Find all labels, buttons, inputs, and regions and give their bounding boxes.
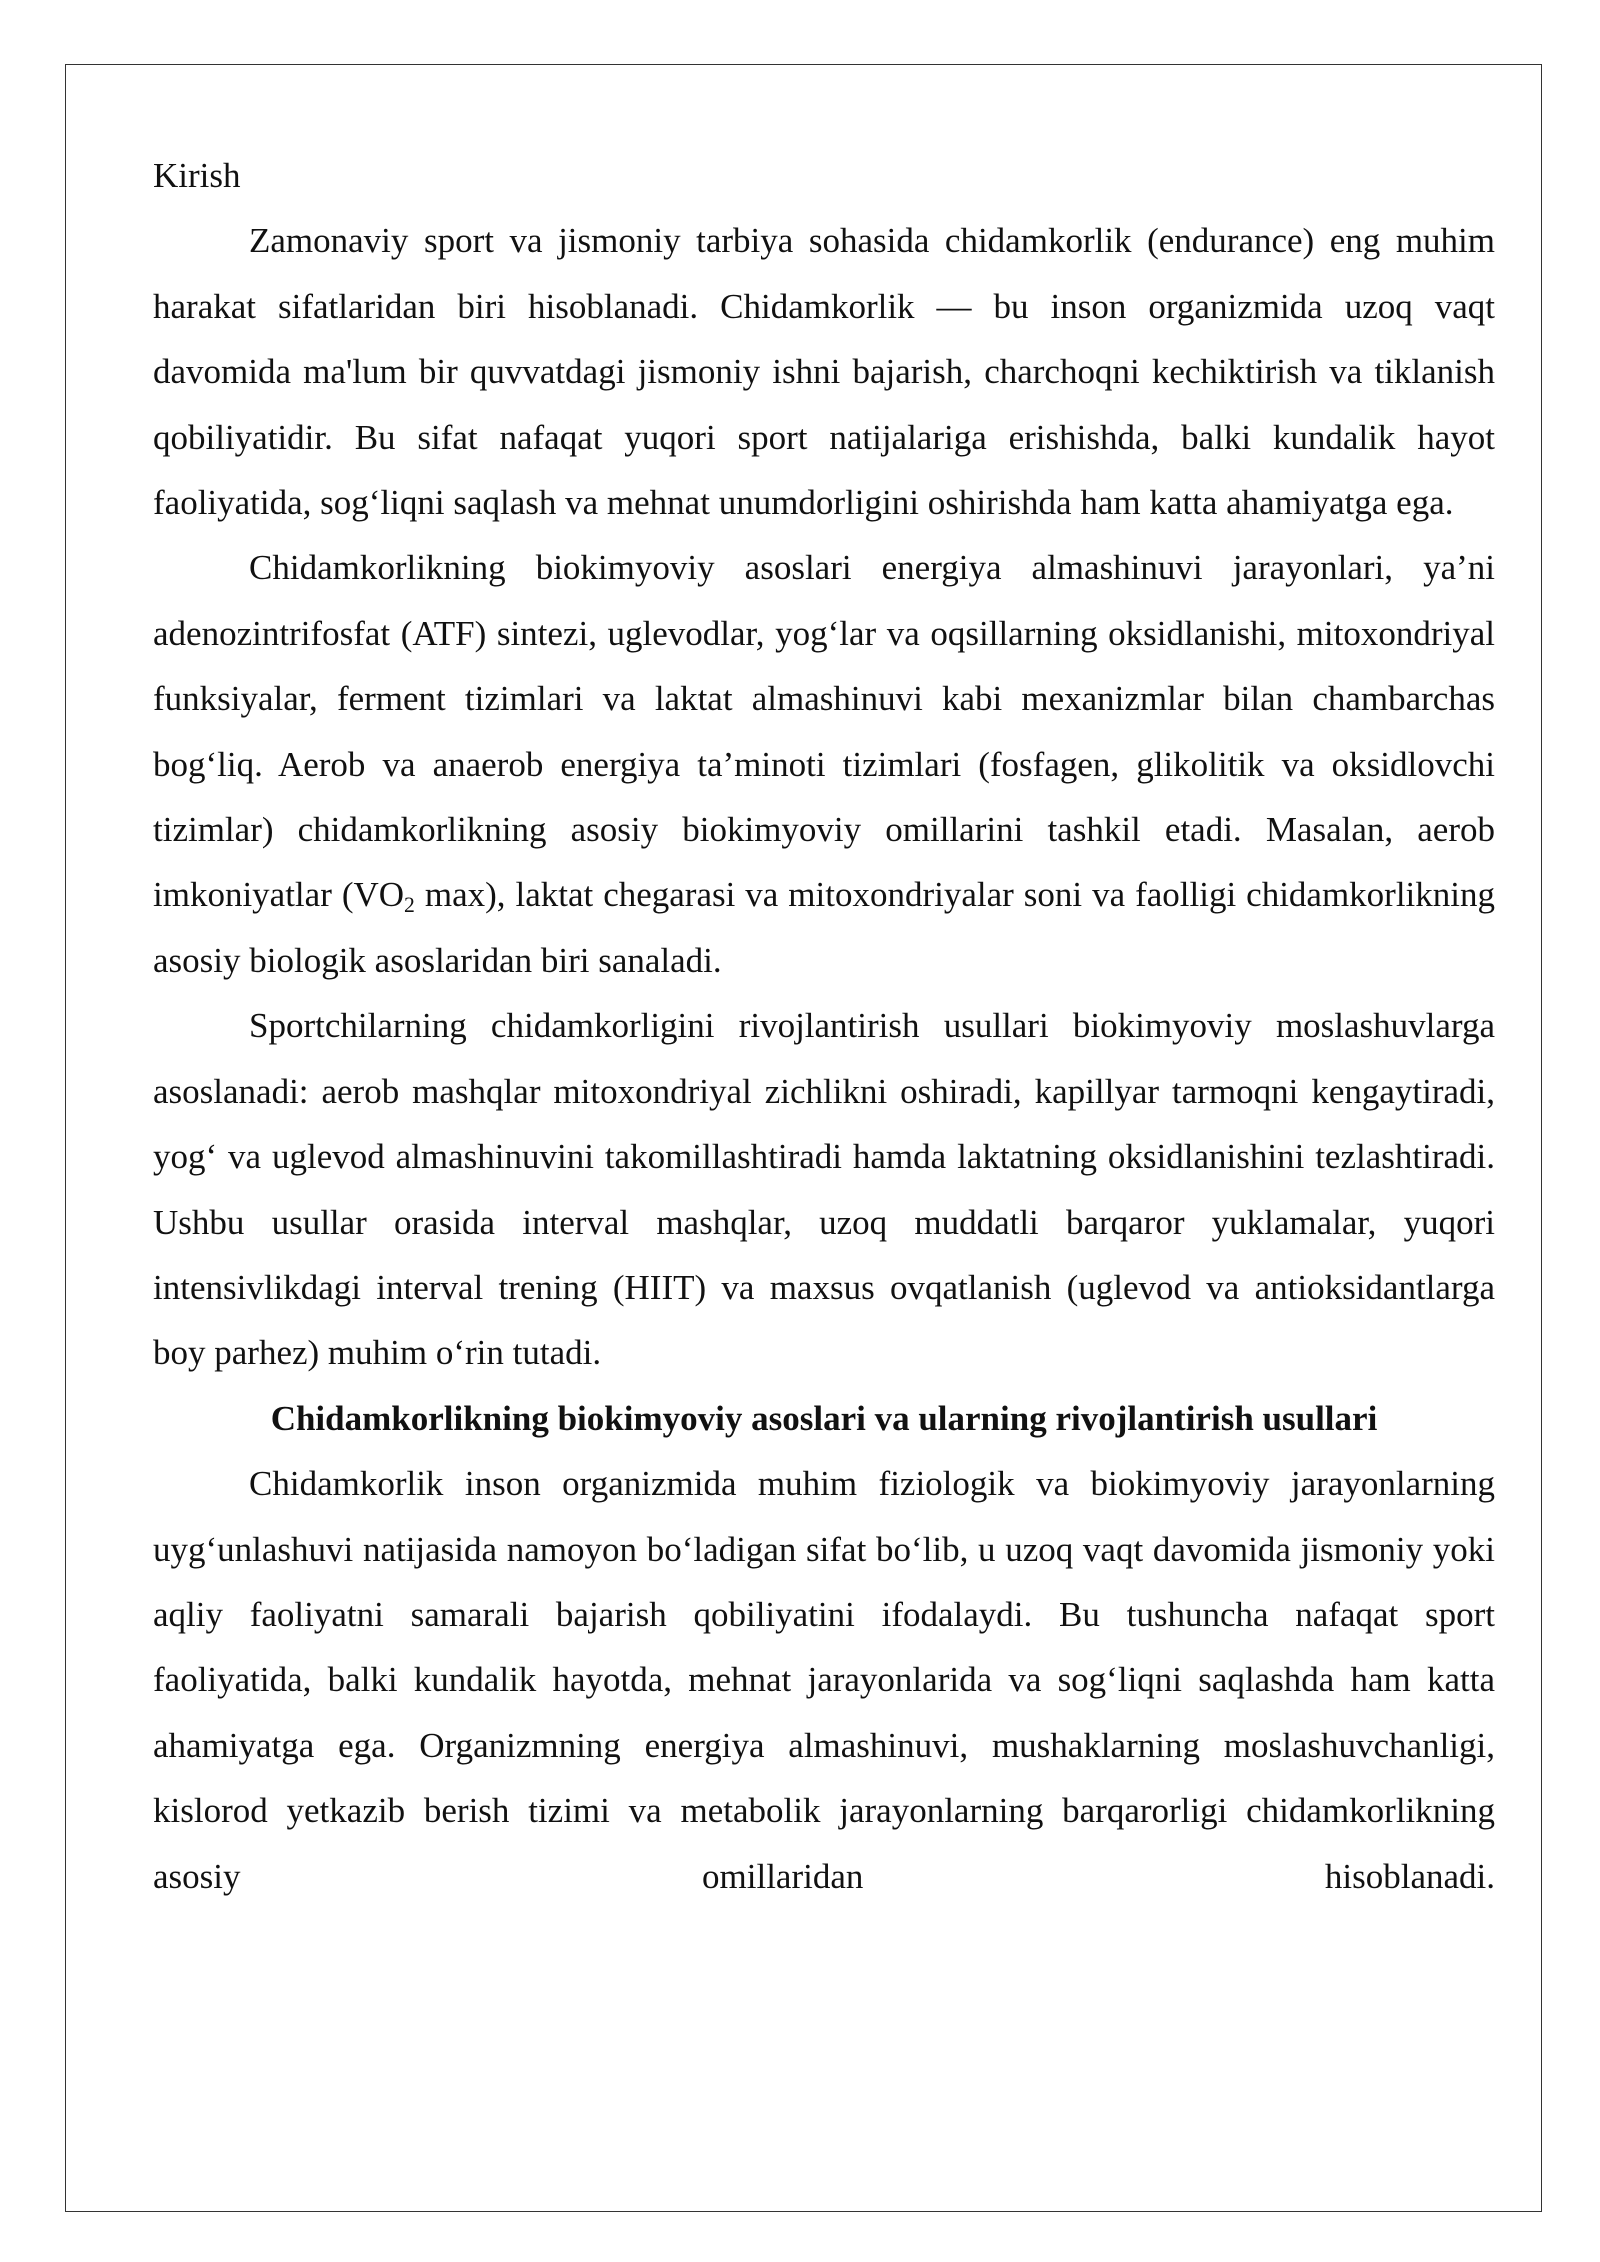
paragraph-2 (153, 535, 1495, 993)
intro-heading: Kirish (153, 156, 241, 195)
section-heading: Chidamkorlikning biokimyoviy asoslari va ularning rivojlantirish usullari (270, 1398, 1378, 1438)
paragraph-2-text-b: max), laktat chegarasi va mitoxondriyalar soni va faolligi chidamkorlikning asosiy biologik asoslaridan biri sanaladi. (153, 875, 1495, 980)
paragraph-3: Sportchilarning chidamkorligini rivojlantirish usullari biokimyoviy moslashuvlarga asoslanadi: aerob mashqlar mitoxondriyal zichlikni oshiradi, kapillyar tarmoqni kengaytiradi, yog‘ va uglevod almashinuvini takomillashtiradi hamda laktatning oksidlanishini tezlashtiradi. Ushbu usullar orasida interval mashqlar, uzoq muddatli barqaror yuklamalar, yuqori intensivlikdagi interval trening (HIIT) va maxsus ovqatlanish (uglevod va antioksidantlarga boy parhez) muhim o‘rin tutadi. (153, 1006, 1495, 1373)
paragraph-4: Chidamkorlik inson organizmida muhim fiziologik va biokimyoviy jarayonlarning uyg‘unlashuvi natijasida namoyon bo‘ladigan sifat bo‘lib, u uzoq vaqt davomida jismoniy yoki aqliy faoliyatni samarali bajarish qobiliyatini ifodalaydi. Bu tushuncha nafaqat sport faoliyatida, balki kundalik hayotda, mehnat jarayonlarida va sog‘liqni saqlashda ham katta ahamiyatga ega. Organizmning energiya almashinuvi, mushaklarning moslashuvchanligi, kislorod yetkazib berish tizimi va metabolik jarayonlarning barqarorligi chidamkorlikning asosiy omillaridan hisoblanadi. (153, 1464, 1495, 1896)
paragraph-2-text-a: Chidamkorlikning biokimyoviy asoslari energiya almashinuvi jarayonlari, ya’ni adenozintrifosfat (ATF) sintezi, uglevodlar, yog‘lar va oqsillarning oksidlanishi, mitoxondriyal funksiyalar, ferment tizimlari va laktat almashinuvi kabi mexanizmlar bilan chambarchas bog‘liq. Aerob va anaerob energiya ta’minoti tizimlari (fosfagen, glikolitik va oksidlovchi tizimlar) chidamkorlikning asosiy biokimyoviy omillarini tashkil etadi. Masalan, aerob imkoniyatlar (VO (153, 548, 1495, 915)
document-body (153, 143, 1495, 1909)
vo2-subscript: 2 (404, 893, 415, 918)
paragraph-1: Zamonaviy sport va jismoniy tarbiya sohasida chidamkorlik (endurance) eng muhim harakat sifatlaridan biri hisoblanadi. Chidamkorlik — bu inson organizmida uzoq vaqt davomida ma'lum bir quvvatdagi jismoniy ishni bajarish, charchoqni kechiktirish va tiklanish qobiliyatidir. Bu sifat nafaqat yuqori sport natijalariga erishishda, balki kundalik hayot faoliyatida, sog‘liqni saqlash va mehnat unumdorligini oshirishda ham katta ahamiyatga ega. (153, 221, 1495, 523)
